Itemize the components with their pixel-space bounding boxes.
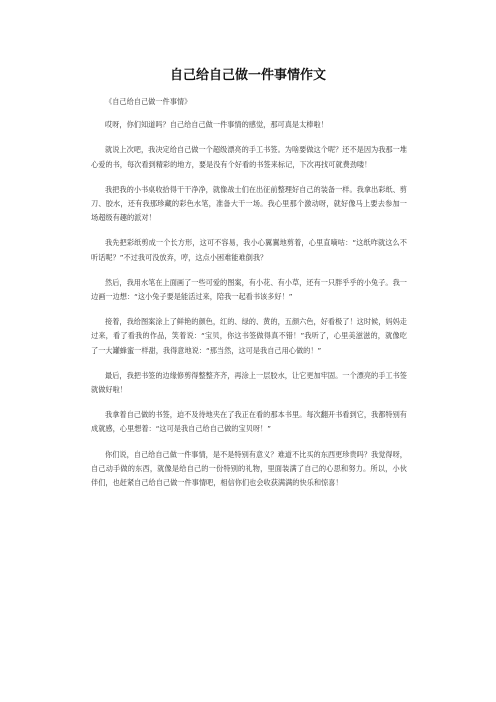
paragraph-subtitle: 《自己给自己做一件事情》 xyxy=(105,97,192,106)
document-body xyxy=(91,95,407,501)
paragraph: 哎呀，你们知道吗？自己给自己做一件事情的感觉，那可真是太棒啦！ xyxy=(105,120,328,130)
paragraph: 接着，我给图案涂上了鲜艳的颜色，红的、绿的、黄的，五颜六色，好看极了！这时候，妈妈走过来，看了看我的作品，笑着说：“宝贝，你这书签做得真不错！”我听了，心里美滋滋的，就像吃了一大罐蜂蜜一样甜，我得意地说：“那当然，这可是我自己用心做的！” xyxy=(91,317,407,355)
document-title: 自己给自己做一件事情作文 xyxy=(169,68,326,83)
paragraph: 你们说，自己给自己做一件事情，是不是特别有意义？难道不比买的东西更珍贵吗？我觉得呀，自己动手做的东西，就像是给自己的一份特别的礼物，里面装满了自己的心思和努力。所以，小伙伴们，也赶紧自己给自己做一件事情吧，相信你们也会收获满满的快乐和惊喜！ xyxy=(91,449,407,488)
paragraph: 我先把彩纸剪成一个长方形，这可不容易，我小心翼翼地剪着，心里直嘀咕：“这纸咋就这么不听话呢？”不过我可没放弃，哼，这点小困难能难倒我？ xyxy=(91,238,407,262)
paragraph: 就说上次吧，我决定给自己做一个超级漂亮的手工书签。为啥要做这个呢？还不是因为我那一堆心爱的书，每次看到精彩的地方，要是没有个好看的书签来标记，下次再找可就费劲喽！ xyxy=(91,145,407,169)
paragraph: 然后，我用水笔在上面画了一些可爱的图案，有小花、有小草，还有一只胖乎乎的小兔子。我一边画一边想：“这小兔子要是能活过来，陪我一起看书该多好！” xyxy=(91,277,407,302)
paragraph: 我拿着自己做的书签，迫不及待地夹在了我正在看的那本书里。每次翻开书看到它，我都特别有成就感，心里想着：“这可是我自己给自己做的宝贝呀！” xyxy=(91,410,407,434)
paragraph: 最后，我把书签的边缘修剪得整整齐齐，再涂上一层胶水，让它更加牢固。一个漂亮的手工书签就做好啦！ xyxy=(91,370,407,395)
paragraph: 我把我的小书桌收拾得干干净净，就像战士们在出征前整理好自己的装备一样。我拿出彩纸、剪刀、胶水，还有我那珍藏的彩色水笔，准备大干一场。我心里那个激动呀，就好像马上要去参加一场超级有趣的派对！ xyxy=(91,184,407,223)
